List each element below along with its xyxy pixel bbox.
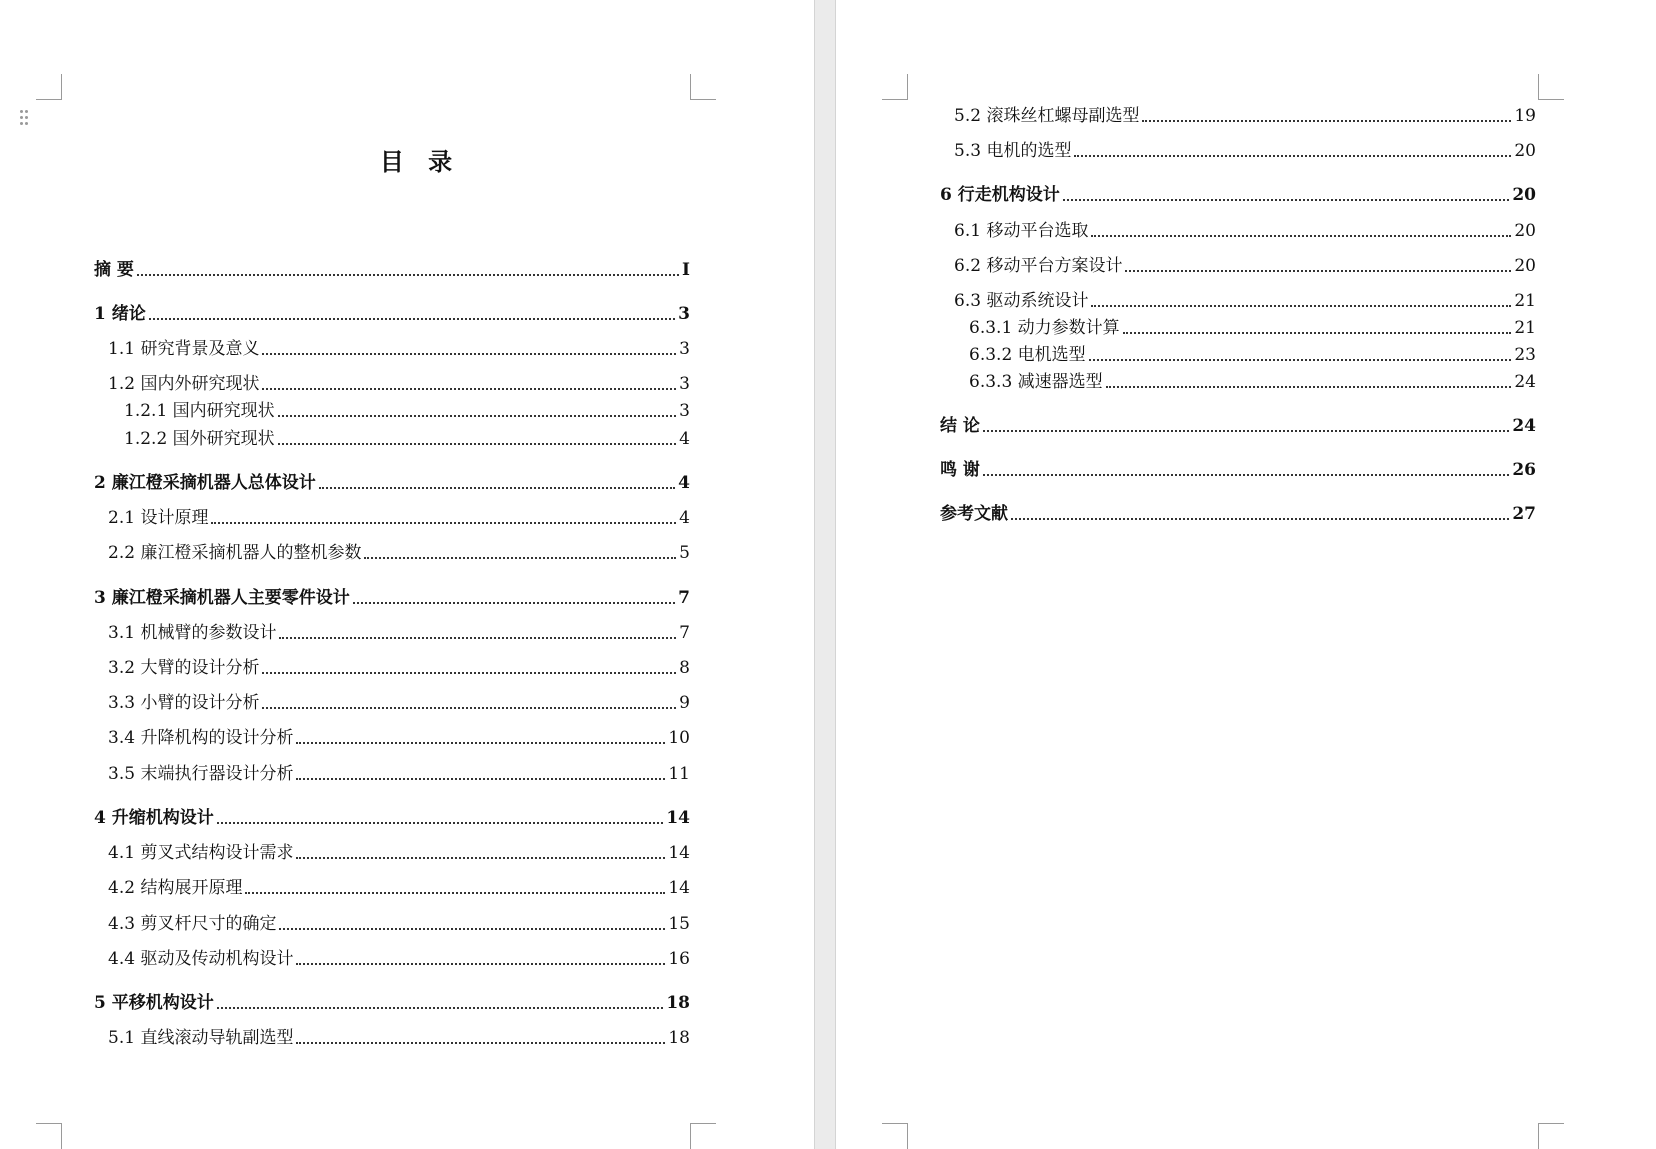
toc-title: 目 录 bbox=[379, 148, 461, 176]
toc-entry-page: 5 bbox=[679, 543, 690, 563]
dot-leader bbox=[262, 707, 676, 709]
dot-leader bbox=[217, 1007, 664, 1009]
toc-entry-page: 7 bbox=[678, 588, 690, 608]
toc-entry[interactable] bbox=[954, 102, 1536, 126]
toc-entry-page: 4 bbox=[679, 429, 690, 449]
toc-entry-label: 摘 要 bbox=[94, 260, 134, 280]
toc-entry-label: 3.2 大臂的设计分析 bbox=[108, 658, 260, 678]
toc-entry-label: 6.3.2 电机选型 bbox=[969, 345, 1086, 365]
toc-entry-page: 18 bbox=[668, 1028, 690, 1048]
toc-entry[interactable] bbox=[969, 341, 1536, 365]
toc-entry-label: 5 平移机构设计 bbox=[94, 993, 214, 1013]
dot-leader bbox=[1106, 386, 1512, 388]
toc-entry-label: 6.1 移动平台选取 bbox=[954, 221, 1089, 241]
toc-entry-page: 20 bbox=[1512, 185, 1536, 205]
toc-entry-label: 1 绪论 bbox=[94, 304, 146, 324]
toc-entry-page: 10 bbox=[668, 728, 690, 748]
dot-leader bbox=[296, 857, 665, 859]
toc-entry-label: 2.2 廉江橙采摘机器人的整机参数 bbox=[108, 543, 362, 563]
toc-entry[interactable] bbox=[969, 314, 1536, 338]
toc-entry[interactable] bbox=[108, 839, 690, 863]
toc-entry[interactable] bbox=[108, 724, 690, 748]
toc-entry-page: I bbox=[682, 260, 690, 280]
toc-entry-page: 20 bbox=[1514, 141, 1536, 161]
toc-entry[interactable] bbox=[94, 256, 690, 280]
page-gutter bbox=[814, 0, 836, 1149]
dot-leader bbox=[149, 318, 675, 320]
dot-leader bbox=[278, 415, 677, 417]
toc-entry-label: 1.2 国内外研究现状 bbox=[108, 374, 260, 394]
page-edge bbox=[814, 0, 815, 1149]
dot-leader bbox=[1089, 359, 1512, 361]
toc-entry[interactable] bbox=[94, 300, 690, 324]
dot-leader bbox=[279, 928, 665, 930]
dot-leader bbox=[137, 274, 679, 276]
toc-entry[interactable] bbox=[108, 335, 690, 359]
toc-entry[interactable] bbox=[940, 181, 1536, 205]
toc-entry-page: 3 bbox=[679, 339, 690, 359]
dot-leader bbox=[279, 637, 676, 639]
toc-entry-page: 21 bbox=[1514, 318, 1536, 338]
toc-entry-page: 27 bbox=[1512, 504, 1536, 524]
dot-leader bbox=[1063, 199, 1510, 201]
toc-entry-label: 3.1 机械臂的参数设计 bbox=[108, 623, 277, 643]
toc-entry-label: 3.3 小臂的设计分析 bbox=[108, 693, 260, 713]
dot-leader bbox=[245, 892, 665, 894]
dot-leader bbox=[1091, 235, 1511, 237]
toc-entry-page: 19 bbox=[1514, 106, 1536, 126]
toc-entry-label: 6.3.3 减速器选型 bbox=[969, 372, 1103, 392]
toc-entry-label: 结 论 bbox=[940, 416, 980, 436]
toc-entry-page: 3 bbox=[679, 401, 690, 421]
toc-entry[interactable] bbox=[940, 456, 1536, 480]
dot-leader bbox=[983, 474, 1509, 476]
toc-entry-label: 5.1 直线滚动导轨副选型 bbox=[108, 1028, 294, 1048]
dot-leader bbox=[1123, 332, 1512, 334]
toc-entry-label: 4 升缩机构设计 bbox=[94, 808, 214, 828]
toc-entry[interactable] bbox=[954, 252, 1536, 276]
toc-entry-label: 2 廉江橙采摘机器人总体设计 bbox=[94, 473, 316, 493]
toc-entry-page: 11 bbox=[668, 764, 690, 784]
toc-entry-label: 1.2.2 国外研究现状 bbox=[124, 429, 275, 449]
margin-corner-mark bbox=[36, 74, 62, 100]
table-move-handle-icon[interactable] bbox=[20, 110, 30, 126]
dot-leader bbox=[296, 1042, 665, 1044]
toc-entry[interactable] bbox=[94, 804, 690, 828]
toc-entry-page: 9 bbox=[679, 693, 690, 713]
toc-entry-page: 4 bbox=[679, 508, 690, 528]
toc-entry-page: 3 bbox=[679, 374, 690, 394]
toc-entry[interactable] bbox=[954, 287, 1536, 311]
toc-entry[interactable] bbox=[940, 412, 1536, 436]
dot-leader bbox=[262, 388, 676, 390]
toc-entry[interactable] bbox=[94, 469, 690, 493]
toc-entry-label: 1.2.1 国内研究现状 bbox=[124, 401, 275, 421]
toc-entry[interactable] bbox=[940, 500, 1536, 524]
toc-entry[interactable] bbox=[94, 584, 690, 608]
margin-corner-mark bbox=[1538, 74, 1564, 100]
toc-entry-page: 20 bbox=[1514, 221, 1536, 241]
toc-entry-label: 参考文献 bbox=[940, 504, 1008, 524]
dot-leader bbox=[211, 522, 676, 524]
dot-leader bbox=[217, 822, 664, 824]
dot-leader bbox=[983, 430, 1509, 432]
toc-entry-page: 14 bbox=[668, 843, 690, 863]
dot-leader bbox=[1011, 518, 1509, 520]
toc-entry[interactable] bbox=[108, 539, 690, 563]
toc-entry[interactable] bbox=[108, 1024, 690, 1048]
margin-corner-mark bbox=[882, 74, 908, 100]
toc-entry-page: 8 bbox=[679, 658, 690, 678]
dot-leader bbox=[296, 742, 665, 744]
toc-entry-label: 1.1 研究背景及意义 bbox=[108, 339, 260, 359]
toc-entry[interactable] bbox=[108, 654, 690, 678]
toc-entry-label: 6.3.1 动力参数计算 bbox=[969, 318, 1120, 338]
toc-entry-page: 16 bbox=[668, 949, 690, 969]
toc-entry-page: 24 bbox=[1512, 416, 1536, 436]
toc-entry[interactable] bbox=[108, 874, 690, 898]
toc-entry[interactable] bbox=[108, 910, 690, 934]
toc-entry-page: 4 bbox=[678, 473, 690, 493]
dot-leader bbox=[262, 672, 676, 674]
toc-entry[interactable] bbox=[969, 368, 1536, 392]
toc-entry-page: 20 bbox=[1514, 256, 1536, 276]
toc-entry-label: 5.3 电机的选型 bbox=[954, 141, 1072, 161]
toc-entry-label: 3.5 末端执行器设计分析 bbox=[108, 764, 294, 784]
toc-entry-label: 3 廉江橙采摘机器人主要零件设计 bbox=[94, 588, 350, 608]
toc-entry-page: 14 bbox=[666, 808, 690, 828]
margin-corner-mark bbox=[690, 74, 716, 100]
toc-entry-page: 24 bbox=[1514, 372, 1536, 392]
document-page-left bbox=[0, 0, 814, 1149]
dot-leader bbox=[296, 778, 665, 780]
toc-entry-label: 6 行走机构设计 bbox=[940, 185, 1060, 205]
toc-entry-label: 4.1 剪叉式结构设计需求 bbox=[108, 843, 294, 863]
toc-entry[interactable] bbox=[94, 989, 690, 1013]
toc-entry[interactable] bbox=[108, 370, 690, 394]
margin-corner-mark bbox=[36, 1123, 62, 1149]
dot-leader bbox=[1091, 305, 1511, 307]
document-page-right bbox=[836, 0, 1656, 1149]
dot-leader bbox=[278, 443, 677, 445]
dot-leader bbox=[1142, 120, 1511, 122]
dot-leader bbox=[353, 602, 675, 604]
toc-entry-page: 26 bbox=[1512, 460, 1536, 480]
toc-entry-label: 4.4 驱动及传动机构设计 bbox=[108, 949, 294, 969]
toc-entry[interactable] bbox=[108, 760, 690, 784]
dot-leader bbox=[319, 487, 675, 489]
margin-corner-mark bbox=[690, 1123, 716, 1149]
toc-entry[interactable] bbox=[124, 425, 690, 449]
toc-entry-label: 3.4 升降机构的设计分析 bbox=[108, 728, 294, 748]
toc-entry[interactable] bbox=[108, 504, 690, 528]
toc-entry-label: 5.2 滚珠丝杠螺母副选型 bbox=[954, 106, 1140, 126]
toc-entry-label: 6.2 移动平台方案设计 bbox=[954, 256, 1123, 276]
dot-leader bbox=[1074, 155, 1511, 157]
toc-entry-label: 4.2 结构展开原理 bbox=[108, 878, 243, 898]
toc-entry-page: 14 bbox=[668, 878, 690, 898]
toc-entry[interactable] bbox=[108, 945, 690, 969]
toc-entry[interactable] bbox=[954, 137, 1536, 161]
margin-corner-mark bbox=[882, 1123, 908, 1149]
toc-entry-page: 18 bbox=[666, 993, 690, 1013]
toc-entry-page: 7 bbox=[679, 623, 690, 643]
toc-entry-page: 15 bbox=[668, 914, 690, 934]
dot-leader bbox=[1125, 270, 1511, 272]
toc-entry[interactable] bbox=[124, 397, 690, 421]
toc-entry[interactable] bbox=[108, 619, 690, 643]
dot-leader bbox=[364, 557, 676, 559]
toc-entry-label: 4.3 剪叉杆尺寸的确定 bbox=[108, 914, 277, 934]
toc-entry-page: 21 bbox=[1514, 291, 1536, 311]
toc-entry-page: 23 bbox=[1514, 345, 1536, 365]
toc-entry-label: 鸣 谢 bbox=[940, 460, 980, 480]
dot-leader bbox=[262, 353, 676, 355]
toc-entry-label: 6.3 驱动系统设计 bbox=[954, 291, 1089, 311]
toc-entry[interactable] bbox=[954, 217, 1536, 241]
toc-entry-page: 3 bbox=[678, 304, 690, 324]
dot-leader bbox=[296, 963, 665, 965]
margin-corner-mark bbox=[1538, 1123, 1564, 1149]
toc-entry-label: 2.1 设计原理 bbox=[108, 508, 209, 528]
toc-entry[interactable] bbox=[108, 689, 690, 713]
